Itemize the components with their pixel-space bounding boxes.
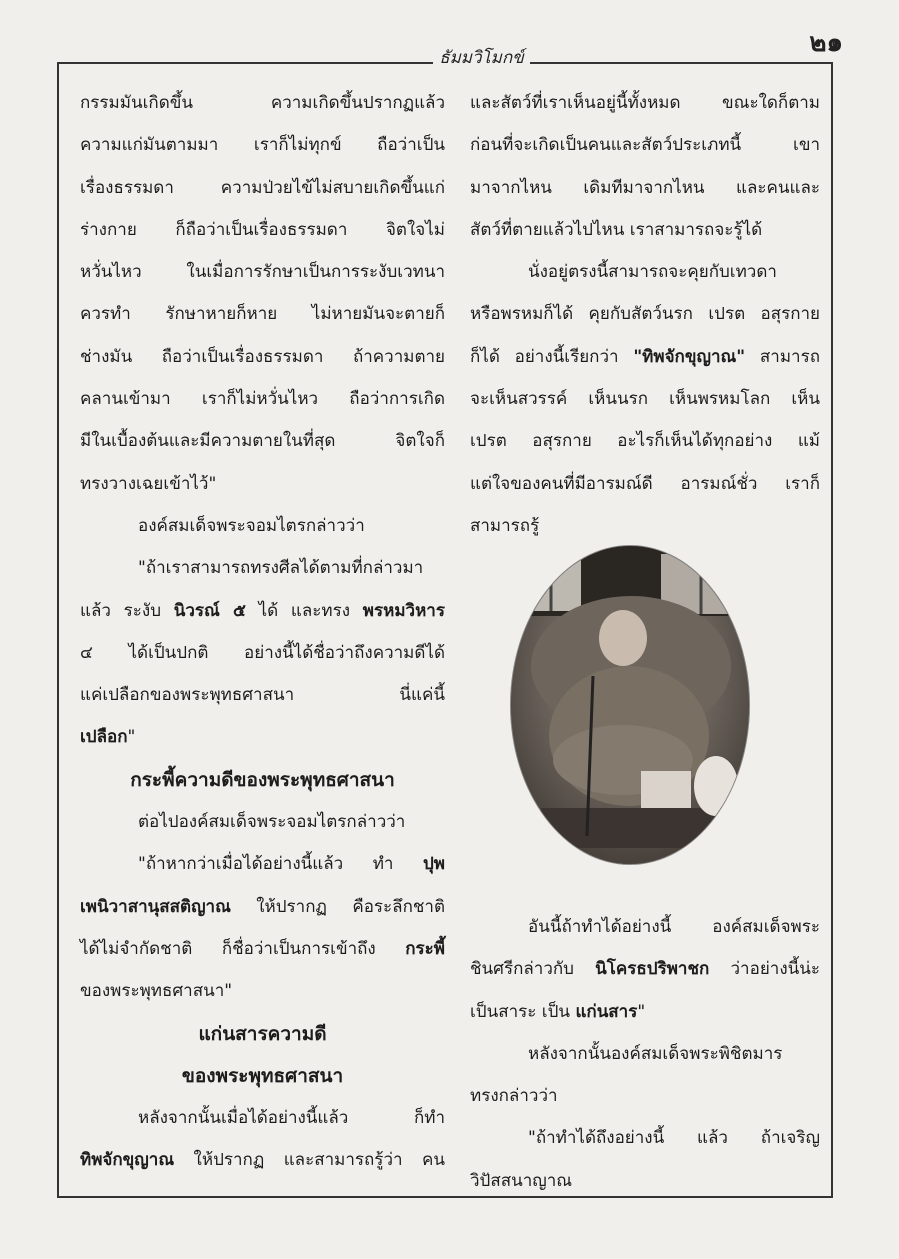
text-line: นั่งอยู่ตรงนี้สามารถจะคุยกับเทวดา xyxy=(528,262,777,283)
text-line: เปลือก" xyxy=(80,727,136,748)
bold-term: กระพี้ xyxy=(405,938,445,959)
text-line: คลานเข้ามา เราก็ไม่หวั่นไหว ถือว่าการเกิด xyxy=(80,389,445,410)
text-line: มาจากไหน เดิมทีมาจากไหน และคนและ xyxy=(470,177,820,198)
text-line: องค์สมเด็จพระจอมไตรกล่าวว่า xyxy=(138,515,365,536)
text-line: ก็ได้ อย่างนี้เรียกว่า "ทิพจักขุญาณ" สามารถ xyxy=(470,346,820,367)
text-line: ต่อไปองค์สมเด็จพระจอมไตรกล่าวว่า xyxy=(138,812,406,833)
text-line: และสัตว์ที่เราเห็นอยู่นี้ทั้งหมด ขณะใดก็ตาม xyxy=(470,93,820,113)
text-line: เปรต อสุรกาย อะไรก็เห็นได้ทุกอย่าง แม้ xyxy=(470,431,820,452)
left-column xyxy=(80,82,445,1182)
text-line: วิปัสสนาญาณ xyxy=(470,1170,573,1191)
text-line: เรื่องธรรมดา ความป่วยไข้ไม่สบายเกิดขึ้นแก่ xyxy=(80,177,445,198)
text-line: "ถ้าทำได้ถึงอย่างนี้ แล้ว ถ้าเจริญ xyxy=(528,1128,820,1149)
text-line: ของพระพุทธศาสนา" xyxy=(80,981,233,1002)
right-column-top xyxy=(470,82,820,547)
text-line: หวั่นไหว ในเมื่อการรักษาเป็นการระงับเวทนา xyxy=(80,262,445,283)
page-number: ๒๑ xyxy=(809,28,843,58)
text-line: หลังจากนั้นองค์สมเด็จพระพิชิตมาร xyxy=(528,1043,783,1064)
running-header-title: ธัมมวิโมกข์ xyxy=(433,44,530,71)
text-line: ชินศรีกล่าวกับ นิโครธปริพาชก ว่าอย่างนี้น่ะ xyxy=(470,959,820,980)
section-heading: แก่นสารความดี xyxy=(198,1022,327,1045)
text-line: เป็นสาระ เป็น แก่นสาร" xyxy=(470,1001,646,1022)
bold-term: แก่นสาร xyxy=(575,1001,638,1022)
text-line: "ถ้าหากว่าเมื่อได้อย่างนี้แล้ว ทำ ปุพ xyxy=(138,854,445,875)
running-header xyxy=(0,44,899,71)
text-line: "ถ้าเราสามารถทรงศีลได้ตามที่กล่าวมา xyxy=(138,558,424,579)
text-line: สัตว์ที่ตายแล้วไปไหน เราสามารถจะรู้ได้ xyxy=(470,219,763,240)
text-line: หลังจากนั้นเมื่อได้อย่างนี้แล้ว ก็ทำ xyxy=(138,1108,445,1129)
text-line: ทิพจักขุญาณ ให้ปรากฏ และสามารถรู้ว่า คน xyxy=(80,1150,445,1171)
text-line: ความแก่มันตามมา เราก็ไม่ทุกข์ ถือว่าเป็น xyxy=(80,135,445,156)
text-line: สามารถรู้ xyxy=(470,515,540,536)
text-line: อันนี้ถ้าทำได้อย่างนี้ องค์สมเด็จพระ xyxy=(528,917,820,937)
text-line: ควรทำ รักษาหายก็หาย ไม่หายมันจะตายก็ xyxy=(80,304,445,325)
bold-term: ปุพ xyxy=(423,854,445,875)
text-line: ๔ ได้เป็นปกติ อย่างนี้ได้ชื่อว่าถึงความดีได้ xyxy=(80,642,445,663)
text-line: กรรมมันเกิดขึ้น ความเกิดขึ้นปรากฏแล้ว xyxy=(80,93,445,113)
text-line: หรือพรหมก็ได้ คุยกับสัตว์นรก เปรต อสุรกาย xyxy=(470,304,820,325)
text-line: ทรงวางเฉยเข้าไว้" xyxy=(80,473,217,494)
bold-term: พรหมวิหาร xyxy=(362,600,445,621)
bold-term: นิโครธปริพาชก xyxy=(595,959,710,980)
text-line: แล้ว ระงับ นิวรณ์ ๕ ได้ และทรง พรหมวิหาร xyxy=(80,600,445,621)
text-line: แค่เปลือกของพระพุทธศาสนา นี่แค่นี้ xyxy=(80,685,445,706)
monk-portrait-photo xyxy=(510,545,750,865)
text-line: มีในเบื้องต้นและมีความตายในที่สุด จิตใจก็ xyxy=(80,431,445,452)
right-column-bottom xyxy=(470,906,820,1202)
text-line: ทรงกล่าวว่า xyxy=(470,1086,558,1107)
bold-term: นิวรณ์ ๕ xyxy=(173,600,246,621)
section-heading: ของพระพุทธศาสนา xyxy=(181,1064,344,1087)
text-line: จะเห็นสวรรค์ เห็นนรก เห็นพรหมโลก เห็น xyxy=(470,389,820,410)
bold-term: เพนิวาสานุสสติญาณ xyxy=(80,896,231,917)
text-line: ช่างมัน ถือว่าเป็นเรื่องธรรมดา ถ้าความตาย xyxy=(80,346,445,367)
bold-term: ทิพจักขุญาณ xyxy=(80,1150,175,1171)
section-heading: กระพี้ความดีของพระพุทธศาสนา xyxy=(130,768,395,791)
bold-term: เปลือก xyxy=(80,727,128,748)
text-line: ได้ไม่จำกัดชาติ ก็ชื่อว่าเป็นการเข้าถึง กระพี้ xyxy=(80,938,445,959)
bold-term: "ทิพจักขุญาณ" xyxy=(633,346,746,367)
text-line: แต่ใจของคนที่มีอารมณ์ดี อารมณ์ชั่ว เราก็ xyxy=(470,473,820,494)
text-line: เพนิวาสานุสสติญาณ ให้ปรากฏ คือระลึกชาติ xyxy=(80,896,445,917)
text-line: ก่อนที่จะเกิดเป็นคนและสัตว์ประเภทนี้ เขา xyxy=(470,135,820,156)
text-line: ร่างกาย ก็ถือว่าเป็นเรื่องธรรมดา จิตใจไม่ xyxy=(80,219,445,240)
